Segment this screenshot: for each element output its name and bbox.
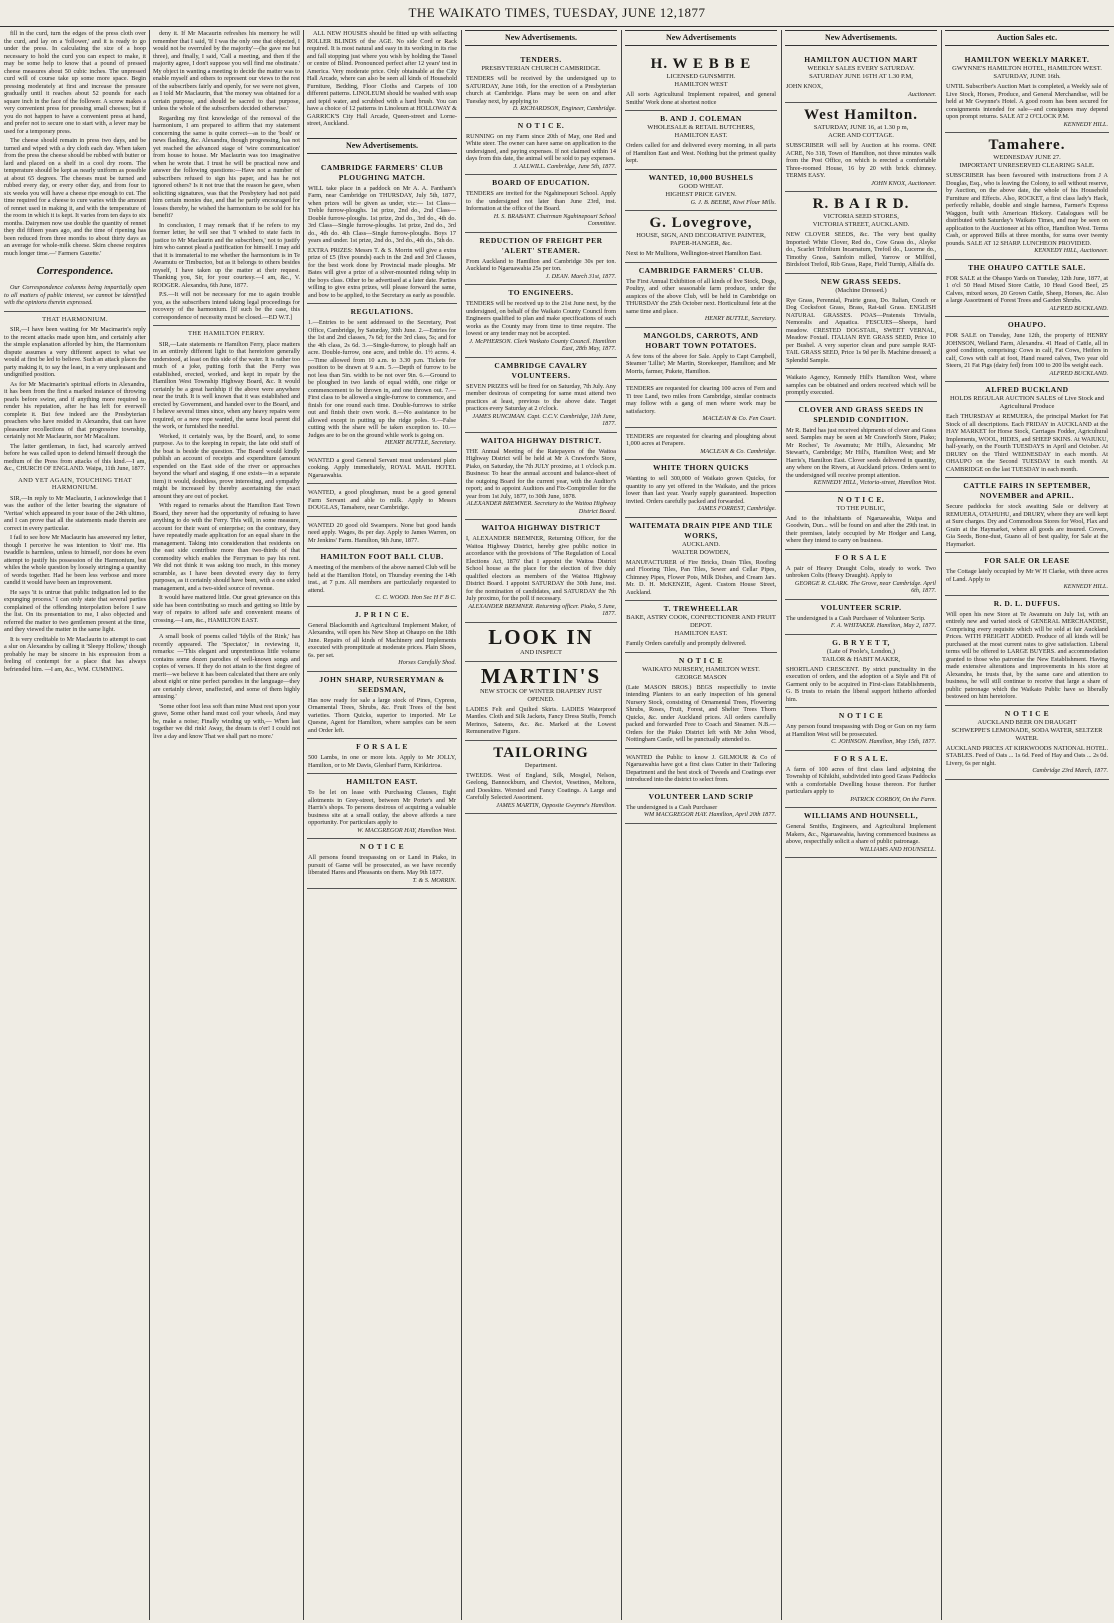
- ad-body: The undersigned is a Cash Purchaser of Volunteer Scrip.: [786, 614, 926, 622]
- advertisement: [307, 672, 457, 740]
- ad-subtitle: HOLDS REGULAR AUCTION SALES of Live Stock and Agricultural Produce: [949, 395, 1104, 410]
- advertisement: [465, 662, 617, 741]
- ad-body: Any person found trespassing with Dog or Gun on my farm at Hamilton West will be prosecuted.: [786, 723, 936, 738]
- advertisement: [625, 749, 777, 789]
- ad-title: N O T I C E.: [837, 494, 885, 504]
- ad-subtitle: BAKE, ASTRY COOK, CONFECTIONER AND FRUIT DEPOT.: [626, 614, 776, 629]
- ad-title: MARTIN'S: [480, 663, 602, 688]
- ad-body: TENDERS will be received by the undersigned up to SATURDAY, June 16th, for the erection of a Presbyterian church at Cambridge. Plans may be seen on and after Tuesday next, by applying to: [466, 75, 616, 105]
- ad-title: WAITEMATA DRAIN PIPE AND TILE WORKS,: [629, 520, 773, 540]
- advertisement: [465, 233, 617, 286]
- paragraph: deny it. If Mr Macaurin refreshes his memory he will remember that I said, 'If I was the only one that objected, I would not be overruled by the majority'—(he gave me but three), and finally, I said, 'Call a meeting, and then if the majority agree, I don't suppose you will find me obstinate.' My object in wanting a meeting to decide the matter was to enable myself and others to represent our views to the rest of the subscribers fairly and openly, for we were not given, as I told Mr Maclaurin, that 'the money was obtained for a certain purpose, and should be sacred to that purpose, unless the whole of the subscribers decided otherwise.': [153, 30, 300, 112]
- advertisement: [945, 52, 1109, 133]
- ad-subtitle: WEDNESDAY JUNE 27.: [993, 154, 1061, 161]
- ad-body: TENDERS are invited for the Ngahinepouri School. Apply to the undersigned not later than June 23rd, inst. Information at the office of the Board.: [466, 190, 616, 212]
- advertisement: [625, 380, 777, 428]
- ad-signature: D. RICHARDSON, Engineer, Cambridge.: [512, 105, 616, 112]
- ad-signature: JAMES FORREST, Cambridge.: [697, 505, 776, 512]
- ad-subtitle: WHOLESALE & RETAIL BUTCHERS,: [647, 124, 755, 131]
- paragraph: It would have mattered little. Our great grievance on this side has been contributing so much and getting so little by way of repairs to afford safe and convenient means of crossing.—I am, &c., HAMILTON EAST.: [153, 594, 300, 624]
- ad-signature: Auctioneer.: [907, 90, 936, 98]
- ad-title: NEW GRASS SEEDS.: [820, 276, 902, 286]
- ad-subline: SCHWEPPE'S LEMONADE, SODA WATER, SELTZER WATER.: [951, 726, 1103, 742]
- ad-subline: HAMILTON EAST.: [674, 132, 728, 139]
- ad-signature: GEORGE R. CLARK. The Grove, near Cambridge. April 6th, 1877.: [794, 579, 936, 594]
- ad-title: HAMILTON WEEKLY MARKET.: [964, 55, 1090, 64]
- ad-subtitle: GOOD WHEAT.: [678, 182, 724, 190]
- divider: [153, 325, 300, 326]
- column-7: [945, 30, 1109, 1620]
- paragraph: With regard to remarks about the Hamilton East Town Board, they never had the opportunity of refusing to have anything to do with the Ferry. This will, in some measure, account for their want of enterprise; on the contrary, they have repeatedly made application for an equal share in the management. Taking into consideration that residents on the east side contribute more than two-thirds of that commodity which enables the Ferryman to pay his rent. We did not think it was asking too much, in this money scramble, as I have been devoted every day to ferry purposes, as it certainly should have been, with a one sided management, and a two-sided source of revenue.: [153, 502, 300, 592]
- column-divider: [149, 30, 150, 1620]
- ad-body: FOR SALE on Tuesday, June 12th, the property of HENRY JOHNSON, Welland Farm, Alexandra. 41 Head of Cattle, all in good condition, comprising: Cows in calf, Fat Cows, Heifers in calf, Cows with calf at foot, Hand reared calves, Two year old Steers, 21 Fat Pigs (dairy fed) from 100 to 200 lbs weight each.: [946, 332, 1108, 369]
- ad-body: 1.—Entries to be sent addressed to the Secretary, Post Office, Cambridge, by Saturday, 30th June. 2.—Entries for the 1st and 2nd classes, 7s 6d; for the 3rd class, 5s; and for the 4th class, 2s 6d. 3.—Single-furrow, to plough half an acre. Double-furrow, one acre, and treble do. 1½ acres. 4.—Time allowed from 10 a.m. to 3.30 p.m. Tickets for position to be drawn at 9 a.m. 5.—Depth of furrow to be not less than 5in. width to be not over 9in. 6.—Ground to be ploughed in two lands of equal width, one ridge or commencement to be thrown in, and one thrown out. 7.—First class to be allowed a single-furrow to commence, and finish for one round each time. Double-furrows to strike out and finish their own work. 8.—No assistance to be allowed except in putting up the ridge poles. 9.—False cutting with the share will be taken exception to. 10.—Judges are to be on the ground while work is going on.: [308, 319, 456, 439]
- advertisement: [785, 635, 937, 709]
- ad-title: N O T I C E: [838, 711, 884, 720]
- ad-signature: PATRICK CORBOY, On the Farm.: [850, 795, 936, 803]
- ad-signature: KENNEDY HILL, Auctioneer.: [1034, 247, 1108, 254]
- ad-title: WAITOA HIGHWAY DISTRICT: [481, 523, 601, 532]
- ad-subtitle: (Machine Dressed.): [835, 286, 887, 294]
- ad-body: A meeting of the members of the above named Club will be held at the Hamilton Hotel, on Thursday evening the 14th inst., at 7 p.m. All members are particularly requested to attend.: [308, 564, 456, 594]
- ad-signature: KENNEDY HILL, Victoria-street, Hamilton West.: [813, 479, 936, 486]
- advertisement: [465, 623, 617, 662]
- ad-body: TENDERS are requested for clearing 100 acres of Fern and Ti tree Land, two miles from Cambridge, similar contracts may follow with a gang of men where work may be satisfactory.: [626, 385, 776, 415]
- ad-signature: J. McPHERSON. Clerk Waikato County Council. Hamilton East, 28th May, 1877.: [469, 337, 616, 352]
- ad-body: JOHN KNOX,: [786, 83, 823, 90]
- ad-title: CAMBRIDGE CAVALRY VOLUNTEERS.: [494, 360, 588, 380]
- ad-title: Tamahere.: [988, 137, 1066, 153]
- advertisement: [307, 160, 457, 305]
- ad-body: Orders called for and delivered every morning, in all parts of Hamilton East and West. Nothing but the primest quality kept.: [626, 142, 776, 164]
- advertisement: [785, 808, 937, 858]
- ad-signature: ALEXANDER BREMNER. Secretary to the Waitoa Highway District Board.: [466, 500, 616, 515]
- advertisement: [785, 103, 937, 192]
- ad-subline: HIGHEST PRICE GIVEN.: [665, 190, 737, 198]
- column-header: Auction Sales etc.: [945, 30, 1109, 46]
- ad-title: WILLIAMS AND HOUNSELL,: [803, 811, 919, 820]
- ad-body: LADIES Felt and Quilted Skirts. LADIES Waterproof Mantles. Cloth and Silk Jackets, Fancy Dress Stuffs, French Merinos, Sateens, &c. &c. Marked at the Lowest Remunerative Figure.: [466, 705, 616, 735]
- ad-title: WANTED, 10,000 BUSHELS: [648, 172, 754, 182]
- advertisement: [465, 741, 617, 815]
- ad-signature: WM MACGREGOR HAY. Hamilton, April 20th 1877.: [643, 811, 776, 818]
- ad-subtitle: HOUSE, SIGN, AND DECORATIVE PAINTER,: [636, 232, 766, 239]
- ad-signature: W. MACGREGOR HAY, Hamilton West.: [357, 826, 456, 834]
- advertisement: [465, 520, 617, 623]
- ad-body: AUCKLAND PRICES AT KIRKWOODS NATIONAL HOTEL. STABLES. Feed of Oats ... 1s 6d. Feed of Hay and Oats ... 2s 0d. Livery, 6s per night.: [946, 744, 1108, 767]
- ad-body: TENDERS will be received up to the 21st June next, by the undersigned, on behalf of the Waikato County Council from Engineers qualified to plan and make specifications of such works as the County may from time to time require. The lowest or any tender may not be accepted.: [466, 300, 616, 337]
- advertisement: [785, 192, 937, 274]
- ad-body: Rye Grass, Perennial, Prairie grass, Do. Italian, Couch or Dog Cocksfoot Grass, Brass, Rat-tail Grass. ENGLISH NATURAL GRASSES. POAS—Pratensis Trivialis, Nemoralis and Aquatica. FESCUES—Sheeps, hard meadow. CRESTED DOGSTAIL, SWEET VERNAL, Meadow Foxtail. ITALIAN RYE GRASS SEED, Price 10 per Bushel. A very superior clean and pure sample RAT-TAIL GRASS SEED, Price 1s 9d per lb. Machine dressed; a Splendid Sample.: [786, 296, 936, 364]
- ad-title: THE OHAUPO CATTLE SALE.: [968, 262, 1086, 272]
- paragraph: The cheese should remain in press two days, and be turned and wiped with a dry cloth each day. When taken from the press the cheese should be rubbed with butter or lard and placed on a shelf in a cool dry room. The temperature should be kept as nearly uniform as possible at about 65 degrees. The cheeses must be turned and rubbed every day, or every other day, and from four to six weeks you will have a cheese ripe enough to cut. The time required for a cheese to cure varies with the amount of rennet used in making it, and with the temperature of the room in which it is kept. It varies from ten days to six months. Dairymen now use double the quantity of rennet they did fifteen years ago, and the time of ripening has been reduced from three months to about thirty days as an average for whole-milk cheese. Skim cheese requires much longer time.—' Farmers Gazette.': [4, 137, 146, 257]
- column-header: New Advertisements.: [307, 138, 457, 154]
- ads-list: [465, 52, 617, 814]
- ad-subtitle: AUCKLAND BEER ON DRAUGHT: [977, 718, 1077, 726]
- ad-subline: TAILOR & HABIT MAKER,: [821, 655, 901, 663]
- paragraph: Worked, it certainly was, by the Board, and, to some purpose. As to the keeping in repair, the late odd stuff of the boat is beside the question. The Board would kindly publish an account of receipts and expenditure (amount expended on the East side of the river or approaches beyond the wharf and staging, if one exists—in a separate item) it would, doubtless, prove interesting, and sympathy might be increased by thereby ascertaining the exact amount they are out of pocket.: [153, 432, 300, 500]
- ad-subtitle: AND INSPECT: [519, 648, 563, 656]
- ad-body: RUNNING on my Farm since 20th of May, one Red and White steer. The owner can have same on application to the undersigned, and paying expenses. If not claimed within 14 days from this date, the animal will be sold to pay expenses.: [466, 132, 616, 162]
- ad-body: Next to Mr Mullions, Wellington-street Hamilton East.: [626, 250, 762, 257]
- ad-signature: F. A. WHITAKER. Hamilton, May 2, 1877.: [830, 622, 936, 629]
- ad-signature: H. S. BRABANT. Chairman Ngahinepouri School Committee.: [493, 212, 616, 227]
- ad-body: And to the inhabitants of Ngaruawahia, Waipa and Goodwin, Dun... will be found on and after the 29th inst. in their premises, lately occupied by Mr Hodger and Lang, where they intend to carry on business.: [786, 514, 936, 544]
- ad-subline: IMPORTANT UNRESERVED CLEARING SALE.: [959, 162, 1095, 169]
- article-idylls: [153, 633, 300, 740]
- ad-signature: Cambridge 23rd March, 1877.: [1032, 767, 1108, 774]
- advertisement: [625, 518, 777, 602]
- ad-body: I, ALEXANDER BREMNER, Returning Officer, for the Waitoa Highway District, hereby give public notice in accordance with the provisions of 'The Regulation of Local Elections Act, 1876' that I appoint the Waitoa District School house as the place for the election of five duly qualified electors as members of the Waitoa Highway District Board. I appoint SATURDAY the 30th June, inst. for the nomination of candidates, and SATURDAY the 7th July proximo, for the poll if necessary.: [466, 535, 616, 602]
- ad-subtitle: LICENSED GUNSMITH.: [666, 73, 736, 80]
- ad-body: From Auckland to Hamilton and Cambridge 30s per ton. Auckland to Ngaruawahia 25s per ton.: [466, 257, 616, 272]
- ad-signature: JAMES RUNCIMAN. Capt. C.C.V. Cambridge, 11th June, 1877.: [472, 412, 616, 427]
- ad-body: A few tons of the above for Sale. Apply to Capt Campbell, Steamer 'Lillie'; Mr Martin, Storekeeper, Hamilton; and Mr Morris, farmer, Pukete, Hamilton.: [626, 352, 776, 375]
- advertisement: [625, 170, 777, 212]
- ad-body: THE Annual Meeting of the Ratepayers of the Waitoa Highway District will be held at Mr A Crawford's Store, Piako, on Saturday, the 7th JULY proximo, at 1 o'clock p.m. Business: To hear the annual account and balance-sheet of the outgoing Board for the current year, with the Auditor's report; and to appoint Auditors and Fix-Comptroller for the year from 1st July, 1877, to 30th June, 1878.: [466, 447, 616, 500]
- ad-subtitle: GWYNNE'S HAMILTON HOTEL, HAMILTON WEST.: [952, 65, 1102, 72]
- letter-harmonium: [4, 326, 146, 473]
- ad-body: The First Annual Exhibition of all kinds of live Stock, Dogs, Poultry, and other seasonable farm produce, under the auspices of the above Club, will be held in Cambridge on THURSDAY the 25th October next. Horticultural fete at the same time and place.: [626, 277, 776, 315]
- ad-subline: WALTER DOWDEN,: [672, 548, 730, 556]
- ad-title: CATTLE FAIRS IN SEPTEMBER, NOVEMBER and APRIL.: [963, 481, 1091, 500]
- paragraph: SIR,—Late statements re Hamilton Ferry, place matters in an entirely different light to that heretofore generally understood, at least on this side of the water. It is rather too much of a joke, putting forth that the Ferry was established, erected, worked, and kept in repair by the Hamilton West Township Highway Board, &c. It would certainly be a great hardship if the above were anywhere near the truth. It is well known that it was established and erected by Government, and handed over to the Board, and I believe several times since, when any heavy repairs were required, or a new rope wanted, the same local parent did the work, or furnished the needful.: [153, 340, 300, 430]
- paragraph: 'Some other foot less soft than mine Must rest upon your grave, Some other hand must coil your wheels, And may be, make a noise; Finally winding up with,— When last together we did rink! Away, the dream is o'er! I could not live a day and know That we shall part no more.': [153, 702, 300, 740]
- ad-title: N O T I C E: [678, 655, 724, 665]
- ads-list: [307, 160, 457, 890]
- ad-title: CLOVER AND GRASS SEEDS IN SPLENDID CONDITION.: [798, 404, 924, 424]
- ad-body: Each THURSDAY at REMUERA, the principal Market for Fat Stock of all descriptions. Each FRIDAY in AUCKLAND at the HAY MARKET for Horse Stock, Carriages Fodder, Agricultural Implements, WOOL, HIDES, and SHEEP SKINS. At WAIUKU, half-yearly, on the Fourth TUESDAYS in April and October. At DRURY on the Third WEDNESDAY in each month. At OHAUPO on the Second TUESDAY in each month. At CAMBRIDGE on the last TUESDAY in each month.: [946, 413, 1108, 473]
- ad-body: SUBSCRIBER will sell by Auction at his rooms. ONE ACRE, No 318, Town of Hamilton, not three minutes walk from the Post Office, on which is erected a comfortable Three-roomed House, 16 by 20 with brick chimney. TERMS EASY.: [786, 142, 936, 179]
- article-cheesemaking: [4, 30, 146, 257]
- advertisement: [465, 118, 617, 176]
- advertisement: [307, 304, 457, 452]
- ad-title: H. W E B B E: [650, 56, 752, 72]
- ad-body: UNTIL Subscriber's Auction Mart is completed, a Weekly sale of Live Stock, Horses, Produce, and General Merchandise, will be held at Mr Gwynne's Hotel. A good room has been secured for consignments intended for sale—and consignees may depend upon prompt returns. SALE AT 2 O'CLOCK P.M.: [946, 83, 1108, 120]
- advertisement: [945, 478, 1109, 553]
- ad-signature: HENRY BUTTLE, Secretary.: [704, 315, 776, 322]
- advertisement: [625, 52, 777, 111]
- ad-title: N O T I C E.: [517, 120, 565, 130]
- paragraph: fill in the curd, turn the edges of the press cloth over the curd, and lay on a 'follower,' and it is ready to go under the press. In calculating the size of a hoop necessary to hold the curd you can expect to make, it may be some help to know that a pound of pressed cheese measures about 50 cubic inches. The unpressed curd will of course take up some more space. Begin pressing moderately at first and increase the pressure gradually until it reaches about 52 pounds for each square inch in the face of the follower. A screw makes a very convenient press for pressing small cheeses; but if you do not happen to have a convenient press at hand, and prefer not to secure one to start with, a lever may be used for a temporary press.: [4, 30, 146, 135]
- advertisement: [307, 774, 457, 839]
- advertisement: [625, 263, 777, 328]
- ad-subtitle: TO THE PUBLIC,: [836, 504, 886, 512]
- ad-subtitle: (Late of Poole's, London,): [826, 647, 896, 655]
- advertisement: [945, 382, 1109, 478]
- ad-title: CAMBRIDGE FARMERS' CLUB.: [638, 265, 764, 275]
- ad-signature: KENNEDY HILL.: [1063, 583, 1108, 590]
- ad-title: N O T I C E: [1004, 708, 1050, 718]
- ad-body: To be let on lease with Purchasing Clauses, Eight allotments in Grey-street, between Mr Porter's and Mr Harris's shops. To persons desirous of acquiring a valuable business site at a small outlay, the above affords a rare opportunity. For particulars apply to: [308, 789, 456, 826]
- column-divider: [941, 30, 942, 1620]
- ads-list: [945, 52, 1109, 780]
- section-correspondence: Correspondence.: [36, 265, 114, 277]
- ad-title: F O R S A L E: [835, 552, 887, 562]
- ad-subtitle: WAIKATO NURSERY, HAMILTON WEST.: [642, 665, 760, 673]
- column-header: New Advertisements.: [785, 30, 937, 46]
- letter-ferry: [153, 341, 300, 625]
- ad-signature: T. & S. MORRIN.: [412, 876, 456, 884]
- advertisement: [945, 133, 1109, 260]
- ad-body: The Cottage lately occupied by Mr W H Clarke, with three acres of Land. Apply to: [946, 568, 1108, 583]
- column-2: [153, 30, 300, 1620]
- ad-title: VOLUNTEER LAND SCRIP: [648, 791, 754, 801]
- letter-again: [4, 495, 146, 674]
- roller-blinds-notice: ALL NEW HOUSES should be fitted up with selfacting ROLLER BLINDS of the AGE. No side Cord or Rack required. It is most natural and easy in its working in its rise and fall stopping just where you wish by holding the Tassel or centre of Blind. Pronounced perfect after 12 years' test in America. Very moderate price. Only obtainable at the City Hall Arcade, where can also be seen all kinds of Household Furniture, Bedding, Floor Cloths and Carpets of 100 different patterns. LINOLEUM should be washed with soap and tepid water, and scrubbed with a hard brush. You can have a choice of 12 patterns in Linoleum at HOLLOWAY & GARRICK'S City Hall Arcade, Queen-street and Lorne-street, Auckland.: [307, 30, 457, 127]
- column-divider: [621, 30, 622, 1620]
- ad-body: Secure paddocks for stock awaiting Sale or delivery at REMUERA, OTAHUHU, and DRURY, where they are well kept at Sure charges. Dry and Commodious Stores for Wool, Flax and Grain at the Haymarket, where all goods are insured. Covers, Gia Seeds, Bone-dust, Guano all of best quality, for Sale at the Haymarket.: [946, 503, 1108, 548]
- ad-subtitle: VICTORIA SEED STORES,: [823, 213, 899, 220]
- ad-signature: J. ALLWILL. Cambridge, June 5th, 1877.: [513, 162, 616, 170]
- ad-subline: SATURDAY JUNE 16TH AT 1.30 P.M,: [809, 73, 913, 80]
- ad-title: R. D. L. DUFFUS.: [993, 598, 1061, 608]
- ad-body: SEVEN PRIZES will be fired for on Saturday, 7th July. Any member desirous of competing for same must attend two practices at least, previous to the above date. Target practices every Saturday at 2 o'clock.: [466, 382, 616, 412]
- ad-body: Waikato Agency, Kennedy Hill's Hamilton West, where samples can be obtained and orders received which will be promptly executed.: [786, 374, 936, 396]
- ad-signature: JOHN KNOX, Auctioneer.: [871, 179, 936, 187]
- ad-extra: EXTRA PRIZES: Messrs T. & S. Morrin will give a extra prize of £5 (five pounds) each in the 2nd and 3rd Classes, for the best work done by Provincial made ploughs. Mr Bates will give a prize of a silver-mounted riding whip in the boys class. Other to be advertised at a later date. Parties willing to give extra prizes, will please forward the same, and bow to be applied, to the Secretary as early as possible.: [308, 246, 456, 299]
- advertisement: [785, 600, 937, 635]
- ads-list: [625, 52, 777, 824]
- column-header: New Advertisements.: [465, 30, 617, 46]
- advertisement: [625, 111, 777, 170]
- ad-signature: ALEXANDER BREMNER. Returning officer. Piako, 5 June, 1877.: [468, 602, 616, 617]
- advertisement: [465, 52, 617, 118]
- ad-subtitle: WEEKLY SALES EVERY SATURDAY.: [807, 65, 915, 72]
- ads-list: [785, 52, 937, 858]
- advertisement: [465, 358, 617, 433]
- advertisement: [785, 708, 937, 751]
- ad-subtitle: AUCKLAND.: [681, 540, 721, 548]
- correspondence-note: Our Correspondence columns being impartially open to all matters of public interest, we cannot be identified with the opinions therein expressed.: [4, 284, 146, 306]
- advertisement: [625, 328, 777, 381]
- ad-signature: WILLIAMS AND HOUNSELL.: [859, 845, 936, 853]
- advertisement: [307, 839, 457, 889]
- ad-subline: SATURDAY, JUNE 16th.: [993, 73, 1061, 80]
- ad-title: WAITOA HIGHWAY DISTRICT.: [480, 435, 602, 445]
- ad-body: Wanting to sell 300,000 of Waikato grown Quicks, for quantity to any yet offered in the Waikato, and the prices lower than last year. Yearly supply guaranteed. Inspection invited. Orders carefully packed and forwarded.: [626, 475, 776, 505]
- advertisement: [945, 706, 1109, 780]
- letter-title-harmonium: THAT HARMONIUM.: [42, 315, 108, 323]
- advertisement: [307, 739, 457, 774]
- paragraph: I fail to see how Mr Maclaurin has answered my letter, though I perceive he was intention to 'doit' me. His twaddle is harmless, unless to himself, nor does he even attempt to justify his possession of the Harmonium, but whiles the whole question by loosely stringing a quantity of words together. Had he been less verbose and more candid it would have been an improvement.: [4, 534, 146, 586]
- advertisement: [307, 452, 457, 485]
- ad-subtitle: PRESBYTERIAN CHURCH CAMBRIDGE.: [481, 65, 601, 72]
- advertisement: [945, 596, 1109, 706]
- ad-body: All persons found trespassing on or Land in Piako, in pursuit of Game will be prosecuted, as we have recently liberated Hares and Pheasants on them. May 9th 1877.: [308, 854, 456, 876]
- ferry-title: THE HAMILTON FERRY.: [188, 330, 265, 337]
- ad-signature: Horses Carefully Shod.: [398, 659, 456, 666]
- ad-subline: ACRE AND COTTAGE.: [828, 132, 894, 139]
- ad-subline: HAMILTON EAST.: [674, 630, 728, 637]
- ad-signature: MACLEAN & Co. Fen Court.: [702, 415, 776, 422]
- ad-title: REDUCTION OF FREIGHT PER 'ALERT' STEAMER.: [479, 235, 603, 255]
- advertisement: [945, 260, 1109, 318]
- ad-title: REGULATIONS.: [350, 307, 414, 316]
- ad-title: BOARD OF EDUCATION.: [492, 178, 590, 187]
- ad-signature: KENNEDY HILL.: [1063, 120, 1108, 128]
- advertisement: [307, 549, 457, 607]
- column-header: New Advertisements: [625, 30, 777, 46]
- ad-body: Has now ready for sale a large stock of Pines, Cypress, Ornamental Trees, Shrubs, &c. Fruit Trees of the best varieties. Thorn Quicks, superior to imported. Mr Le Quesne, Agent for Hamilton, where samples can be seen and Order left.: [308, 696, 456, 734]
- ad-title: G. B R Y E T T,: [832, 637, 890, 647]
- advertisement: [625, 460, 777, 518]
- ad-body: WANTED the Public to know J. GILMOUR & Co of Ngaruawahia have got a first class Cutter in their Tailoring Department and the best stock of Tweeds and Coatings ever introduced into the district to select from.: [626, 753, 776, 783]
- column-3: [307, 30, 457, 1620]
- ad-body: TWEEDS. West of England, Silk, Mosgiel, Nelson, Geelong, Bannockburn, and Cheviot, Vesetines, Meltons, and Doeskins. Worsted and Fancy Coatings. A Large and Carefully Selected Assortment.: [466, 771, 616, 801]
- ad-body: General Smiths, Engineers, and Agricultural Implement Makers, &c., Ngaruawahia, having commenced business as above, respectfully solicit a share of public patronage.: [786, 823, 936, 845]
- letter-continued: [153, 30, 300, 321]
- advertisement: [945, 553, 1109, 596]
- paragraph: In conclusion, I may remark that if he refers to my former letter, he will see that 'I wished to state facts in justice to Mr Maclaurin and the subscribers,' not to justify him who cannot plead a justification for himself. I may add that it is immaterial to me whether the harmonium is in Te Awamutu or Timbuctoo, but as it belongs to others besides myself, I have taken up the matter at their request. Thanking you, Sir, for your courtesy.—I am, &c., V. RODGER. Alexandra, 6th June, 1877.: [153, 221, 300, 289]
- ad-signature: C. C. WOOD. Hon Sec H F B C.: [375, 594, 456, 601]
- advertisement: [625, 211, 777, 263]
- ad-subtitle: SATURDAY, JUNE 16, at 1.30 p m,: [813, 124, 909, 131]
- paragraph: It is very creditable to Mr Maclaurin to attempt to cast a slur on Alexandra by calling it 'Sleepy Hollow,' though probably he may be sincere in his expression from a feeling of contempt for a place that has always befriended him. —I am, &c., WM. CUMMING.: [4, 635, 146, 673]
- ad-body: Mr R. Baird has just received shipments of clover and Grass seed. Samples may be seen at Mr Crawford's Store, Piako; Mr Roches', Te Awamutu; Mr Hill's, Alexandra; Mr Stewart's, Cambridge; Mr Hill's, Hamilton West; and Mr Harris's, Hamilton East. Clover seeds delivered in quantity, any where on the Rivers, at Auckland prices. Orders sent to the undersigned will receive prompt attention.: [786, 426, 936, 479]
- advertisement: [785, 751, 937, 809]
- ad-subtitle: NEW STOCK OF WINTER DRAPERY JUST OPENED.: [479, 687, 602, 703]
- ad-signature: ALFRED BUCKLAND.: [1049, 369, 1108, 377]
- ad-body: (Late MASON BROS.) BEGS respectfully to invite intending Planters to an early inspection of his general Nursery Stock, consisting of Ornamental Trees, Flowering Shrubs, Roses, Fruit, Forest, and Shelter Trees Thorn Quicks, &c. under Auckland prices. All orders carefully packed and forwarded Free to Coach and Steamer. N.B.—Orders for the Piako District left with Mr John Wood, Nottingham Castle, will be punctually attended to.: [626, 683, 776, 743]
- ad-body: WANTED a good General Servant must understand plain cooking. Apply immediately, ROYAL MAIL HOTEL Ngaruawahia.: [308, 456, 456, 479]
- ad-title: G. Lovegrove,: [649, 215, 753, 231]
- ad-body: All sorts Agricultural Implement repaired, and general Smiths' Work done at shortest notice: [626, 91, 776, 106]
- paragraph: P.S.—It will not be necessary for me to again trouble you, as the subscribers intend taking legal proceedings for recovery of the harmonium. [If such be the case, this correspondence of necessity must be closed.—ED W.T.]: [153, 291, 300, 321]
- ad-signature: C. JOHNSON. Hamilton, May 15th, 1877.: [831, 738, 936, 745]
- ad-body: General Blacksmith and Agricultural Implement Maker, of Alexandra, will open his New Shop at Ohaupo on the 18th June. Repairs of all kinds of Machinery and Implements executed with promptitude at moderate prices. Plain Shoes, 6s. per set.: [308, 621, 456, 659]
- ad-body: WILL take place in a paddock on Mr A. A. Fantham's Farm, near Cambridge on THURSDAY, July 5th, 1877, when prizes will be given as under, viz:— 1st Class—Treble furrow-ploughs. 1st prize, 2nd do., 2nd Class—Double furrow-ploughs. 1st prize, 2nd do., 3rd do., 4th do. 3rd Class—Single furrow-ploughs. 1st prize, 2nd do., 3rd do., 4th do. 4th Class—Single furrow-ploughs. Boys 17 years and under. 1st prize, 2nd do., 3rd do., 4th do., 5th do.: [308, 184, 456, 244]
- column-6: [785, 30, 937, 1620]
- advertisement: [785, 402, 937, 492]
- ad-body: Family Orders carefully and promptly delivered.: [626, 640, 747, 647]
- advertisement: [625, 653, 777, 749]
- paragraph: SIR,—I have been waiting for Mr Macimarin's reply to the recent attacks made upon him, and certainly after the simple explanation afforded by him, the Harmonium dispute assumes a very different aspect to what we would at first be led to believe. Such an attack places the party making it, to say the least, in a very unpleasant and undignified position.: [4, 326, 146, 378]
- advertisement: [945, 317, 1109, 382]
- paragraph: A small book of poems called 'Idylls of the Rink,' has recently appeared. The 'Spectator,' in reviewing it, remarks: —'This elegant and unpretentious little volume contains some dozen parodies of well-known songs and copies of verses. If they do not attain to the first degree of merit—we believe it has been calculated that there are only about eight or nine perfect parodies in the language—they are certainly clever, unaffected, and some of them highly amusing.': [153, 633, 300, 700]
- paragraph: As for Mr Macimarin's spiritual efforts in Alexandra, it has been from the first a marked instance of throwing pearls before swine, and if anything more required to render his reputation, after he has left for everwell complete it. But few indeed are the Presbyterian preachers who have resided in Alexandra, that can have pleasanter recollections of that progressive township, certainly not Mr Maclaurin, nor Mr Macalium.: [4, 380, 146, 440]
- paragraph: The latter gentleman, in fact, had scarcely arrived before he was called upon to defend himself through the medium of the Press from attacks of this kind.—I am, &c., CHURCH OF ENGLAND. Waipa, 11th June, 1877.: [4, 442, 146, 472]
- ad-body: FOR SALE at the Ohaupo Yards on Tuesday, 12th June, 1877, at 1 o'cl 50 Head Mixed Store Cattle, 10 Head Good Beef, 25 Calves, mixed sexes, 20 Grown Cattle, Sheep, Horses, &c. Also a large Assortment of Forest Trees and Garden Shrubs.: [946, 274, 1108, 304]
- ad-title: WHITE THORN QUICKS: [653, 463, 749, 472]
- ad-body: WANTED, a good ploughman, must be a good general Farm Servant and able to milk. Apply to Messrs DOUGLAS, Tamahere, near Cambridge.: [308, 489, 456, 511]
- ad-title: CAMBRIDGE FARMERS' CLUB PLOUGHING MATCH.: [320, 162, 444, 182]
- ad-title: HAMILTON AUCTION MART: [804, 55, 918, 64]
- ad-title: B. AND J. COLEMAN: [660, 114, 742, 123]
- advertisement: [307, 517, 457, 550]
- paragraph: He says 'it is untrue that public indignation led to the expunging process.' I can only state that several parties complained of the offending interpolation before I saw the list. On its presentation to me, I also objected and referred the matter to two gentlemen present at the time, and they viewed the matter in the same light.: [4, 588, 146, 633]
- advertisement: [465, 433, 617, 521]
- ad-signature: MACLEAN & Co. Cambridge.: [700, 447, 776, 455]
- ad-title: F O R S A L E: [356, 742, 408, 751]
- ad-body: 500 Lambs, in one or more lots. Apply to Mr JOLLY, Hamilton, or to Mr Davis, Glenbarf Farm, Kirikiriroa.: [308, 754, 456, 769]
- ad-subline: VICTORIA STREET, AUCKLAND.: [812, 221, 910, 228]
- ad-body: A pair of Heavy Draught Colts, steady to work. Two unbroken Colts (Heavy Draught). Apply to: [786, 564, 936, 579]
- advertisement: [785, 369, 937, 402]
- advertisement: [625, 428, 777, 461]
- ad-body: MANUFACTURER of Fire Bricks, Drain Tiles, Roofing and Flooring Tiles, Pan Tiles, Sewer and Cellar Pipes, Chimney Pipes, Flower Pots, Milk Dishes, and Cream Jars. Mr. D. H. McKENZIE, Agent. Custom House Street, Auckland.: [626, 558, 776, 596]
- ad-body: Will open his new Store at Te Awamutu on July 1st, with an entirely new and varied stock of GENERAL MERCHANDISE, Comprising every requisite which will be sold at fair Auckland Prices. WITH FREIGHT ADDED. Produce of all kinds will be purchased at the most current rates to give satisfaction. Liberal terms will be offered to LARGE BUYERS. and accommodation granted to those who patronise the New Establishment. Having made extensive alterations and improvements in his store at Alexandra, he trusts that, by the same care and attention to business, he will still continue to receive that large a share of public patronage which the Waikato Public have so liberally bestowed on him heretofore.: [946, 610, 1108, 700]
- ad-title: OHAUPO.: [1007, 320, 1047, 329]
- ad-signature: G. J. B. BEEBE, Kiwi Flour Mills.: [690, 198, 776, 206]
- ad-title: HAMILTON FOOT BALL CLUB.: [320, 552, 444, 561]
- ad-title: West Hamilton.: [804, 107, 918, 123]
- ad-title: R. B A I R D.: [812, 196, 910, 212]
- advertisement: [625, 601, 777, 653]
- ad-title: VOLUNTEER SCRIP.: [820, 602, 902, 612]
- ad-subline: HAMILTON WEST: [674, 81, 728, 88]
- ad-body: SHORTLAND CRESCENT. By strict punctuality in the execution of orders, and the adoption of a Style and Fit of Garment only to be acquired in First-class Establishments, G. B trusts to retain the liberal support hitherto afforded him.: [786, 665, 936, 703]
- ad-title: HAMILTON EAST.: [346, 777, 418, 786]
- divider: [153, 628, 300, 629]
- ad-title: MANGOLDS, CARROTS, AND HOBART TOWN POTATOES.: [643, 330, 759, 350]
- column-divider: [303, 30, 304, 1620]
- ad-title: F O R S A L E.: [833, 753, 889, 763]
- ad-body: TENDERS are requested for clearing and ploughing about 1,000 acres at Ferapere.: [626, 432, 776, 447]
- ad-body: A farm of 100 acres of first class land adjoining the Township of Kihikihi, subdivided into good Grass Paddocks with a comfortable Dwelling house thereon. For further particulars apply to: [786, 765, 936, 795]
- column-1: [4, 30, 146, 1620]
- ad-title: TAILORING: [493, 744, 589, 761]
- ad-signature: JAMES MARTIN, Opposite Gwynne's Hamilton.: [496, 801, 616, 809]
- masthead: THE WAIKATO TIMES, TUESDAY, JUNE 12,1877: [0, 0, 1114, 27]
- advertisement: [465, 285, 617, 358]
- column-divider: [781, 30, 782, 1620]
- paragraph: SIR,—In reply to Mr Maclaurin, I acknowledge that I was the author of the letter bearing the signature of 'Veritas' which appeared in your issue of the 24th ultimo, and I can prove that all the statements made therein are correct in every particular.: [4, 494, 146, 532]
- ad-title: LOOK IN: [488, 624, 594, 649]
- column-5: [625, 30, 777, 1620]
- ad-title: TO ENGINEERS.: [508, 288, 574, 297]
- ad-title: TENDERS.: [520, 55, 562, 64]
- ad-body: SUBSCRIBER has been favoured with instructions from J A Douglas, Esq., who is leaving the Colony, to sell without reserve, by Auction, on the above date, the whole of his Household Furniture and Effects. Also, ROCKET, a first class lady's Hack, perfectly reliable, double and single harness, Farmer's Express Waggon, built with American Hickory. Catalogues will be distributed with Saturday's Waikato Times, and may be seen on application to the Auctioneer at his office, Hamilton West. Terms Cash, or approved Bills at three months, for sums over twenty pounds. SALE AT 12 SHARP. LUNCHEON PROVIDED.: [946, 172, 1108, 247]
- advertisement: [307, 607, 457, 672]
- column-divider: [461, 30, 462, 1620]
- advertisement: [625, 789, 777, 824]
- ad-title: N O T I C E: [359, 842, 405, 851]
- ad-signature: HENRY BUTTLE, Secretary.: [384, 439, 456, 446]
- letter-title-again: AND YET AGAIN, TOUCHING THAT HARMONIUM.: [18, 476, 132, 491]
- advertisement: [307, 484, 457, 517]
- column-4: [465, 30, 617, 1620]
- divider: [4, 311, 146, 312]
- ad-body: The undersigned is a Cash Purchaser: [626, 803, 718, 811]
- ad-body: NEW CLOVER SEEDS, &c. The very best quality Imported: White Clover, Red do., Cow Grass do., Alsyke do., Scarlet Trifolium Incarnatum, Trefoil do., Lucerne do., Timothy Grass, Sainfoin milled, Yarrow or Millfoil, Birdsfoot Trefoil, Rib Grass, Rape, Field Turnip, Alfalfa do.: [786, 231, 936, 268]
- ad-body: WANTED 20 good old Swampers. None but good hands need apply. Wages, 8s per day. Apply to James Warren, on Mr Jenkins' Farm. Hamilton, 9th June, 1877.: [308, 521, 456, 544]
- ad-subtitle: Department.: [524, 761, 558, 769]
- advertisement: [465, 175, 617, 233]
- advertisement: [785, 274, 937, 370]
- advertisement: [785, 550, 937, 600]
- advertisement: [785, 492, 937, 550]
- ad-subline: GEORGE MASON: [675, 673, 727, 681]
- ad-title: J. P R I N C E.: [354, 609, 410, 619]
- ad-title: T. TREWHEELLAR: [663, 604, 739, 613]
- ad-signature: J. DEAN. March 31st, 1877.: [545, 272, 616, 280]
- ad-signature: ALFRED BUCKLAND.: [1049, 304, 1108, 312]
- ad-title: JOHN SHARP, NURSERYMAN & SEEDSMAN,: [319, 674, 445, 694]
- ad-title: ALFRED BUCKLAND: [985, 385, 1069, 394]
- paragraph: Regarding my first knowledge of the removal of the harmonium, I am prepared to affirm that my statement concerning the same is quite correct—as to the 'bosh' or news flashing, &c. Alexandra, though progressing, has not yet reached the advanced stage of 'wire communication' from house to house. Mr Maclaurin was too imaginative when he wrote that. I trust he will be practical now and answer the following questions:—Have not a number of subscribers refused to sign his paper, and has he not ignored others? Is it not true that the reason he gave, when soliciting signatures, was that the Presbytery had not paid him certain monies due, and that he partly encouraged for losses thereby, he wished the harmonium to be sold for his benefit?: [153, 114, 300, 219]
- ad-subline: PAPER-HANGER, &c.: [670, 240, 732, 247]
- ad-title: FOR SALE OR LEASE: [984, 556, 1070, 565]
- advertisement: [785, 52, 937, 103]
